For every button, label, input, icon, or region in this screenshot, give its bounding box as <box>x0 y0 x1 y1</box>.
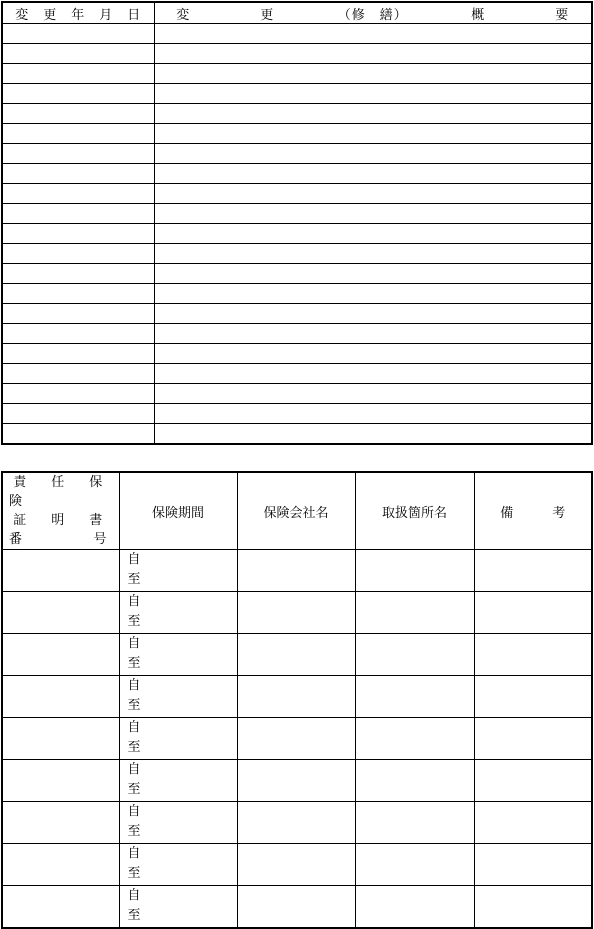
header-certificate-number <box>2 472 128 550</box>
change-date-cell[interactable] <box>2 244 154 264</box>
insurance-period-cell[interactable] <box>119 886 237 929</box>
history-header-row <box>2 2 592 24</box>
insurance-company-cell[interactable] <box>237 550 355 592</box>
insurance-company-cell[interactable] <box>237 802 355 844</box>
history-row <box>2 224 592 244</box>
certificate-number-cell[interactable] <box>2 676 119 718</box>
change-summary-cell[interactable] <box>154 204 592 224</box>
period-from-label: 自 <box>127 636 141 651</box>
change-summary-cell[interactable] <box>154 124 592 144</box>
insurance-period-cell[interactable] <box>119 718 237 760</box>
history-row <box>2 284 592 304</box>
change-summary-cell[interactable] <box>154 244 592 264</box>
period-from-label: 自 <box>127 846 141 861</box>
change-date-cell[interactable] <box>2 424 154 445</box>
period-to-label: 至 <box>127 782 141 797</box>
period-to-label: 至 <box>127 698 141 713</box>
period-from-label: 自 <box>127 720 141 735</box>
insurance-period-cell[interactable] <box>119 634 237 676</box>
change-date-cell[interactable] <box>2 44 154 64</box>
change-date-cell[interactable] <box>2 384 154 404</box>
history-row <box>2 304 592 324</box>
change-summary-cell[interactable] <box>154 164 592 184</box>
header-remarks: 備 考 <box>474 472 592 550</box>
change-date-cell[interactable] <box>2 324 154 344</box>
change-summary-cell[interactable] <box>154 104 592 124</box>
remarks-cell[interactable] <box>474 802 592 844</box>
remarks-cell[interactable] <box>474 676 592 718</box>
history-row <box>2 84 592 104</box>
history-row <box>2 204 592 224</box>
change-summary-cell[interactable] <box>154 384 592 404</box>
period-from-label: 自 <box>127 762 141 777</box>
history-row <box>2 264 592 284</box>
insurance-period-cell[interactable] <box>119 550 237 592</box>
header-certificate-line2: 証 明 書 番 号 <box>9 513 128 547</box>
period-to-label: 至 <box>127 824 141 839</box>
change-summary-cell[interactable] <box>154 284 592 304</box>
remarks-cell[interactable] <box>474 844 592 886</box>
period-to-label: 至 <box>127 572 141 587</box>
history-row <box>2 384 592 404</box>
header-change-date: 変 更 年 月 日 <box>2 2 154 24</box>
change-summary-cell[interactable] <box>154 404 592 424</box>
insurance-period-cell[interactable] <box>119 676 237 718</box>
change-summary-cell[interactable] <box>154 64 592 84</box>
handling-office-cell[interactable] <box>355 592 474 634</box>
period-to-label: 至 <box>127 740 141 755</box>
period-from-label: 自 <box>127 804 141 819</box>
certificate-number-cell[interactable] <box>2 592 119 634</box>
change-date-cell[interactable] <box>2 84 154 104</box>
remarks-cell[interactable] <box>474 592 592 634</box>
change-summary-cell[interactable] <box>154 304 592 324</box>
insurance-period-cell[interactable] <box>119 802 237 844</box>
insurance-header-row <box>2 472 592 550</box>
certificate-number-cell[interactable] <box>2 802 119 844</box>
handling-office-cell[interactable] <box>355 676 474 718</box>
remarks-cell[interactable] <box>474 550 592 592</box>
history-row <box>2 24 592 44</box>
insurance-company-cell[interactable] <box>237 676 355 718</box>
handling-office-cell[interactable] <box>355 718 474 760</box>
change-summary-cell[interactable] <box>154 264 592 284</box>
remarks-cell[interactable] <box>474 634 592 676</box>
history-row <box>2 424 592 445</box>
remarks-cell[interactable] <box>474 760 592 802</box>
header-handling-office: 取扱箇所名 <box>355 472 474 550</box>
period-to-label: 至 <box>127 866 141 881</box>
header-insurance-company: 保険会社名 <box>237 472 355 550</box>
insurance-period-cell[interactable] <box>119 592 237 634</box>
header-insurance-period: 保険期間 <box>119 472 237 550</box>
change-summary-cell[interactable] <box>154 144 592 164</box>
change-date-cell[interactable] <box>2 224 154 244</box>
history-table <box>1 1 593 445</box>
certificate-number-cell[interactable] <box>2 886 119 929</box>
insurance-row <box>2 550 592 592</box>
change-date-cell[interactable] <box>2 64 154 84</box>
insurance-row <box>2 676 592 718</box>
history-row <box>2 404 592 424</box>
insurance-row <box>2 844 592 886</box>
insurance-row <box>2 592 592 634</box>
remarks-cell[interactable] <box>474 886 592 929</box>
change-summary-cell[interactable] <box>154 84 592 104</box>
change-date-cell[interactable] <box>2 24 154 44</box>
history-row <box>2 324 592 344</box>
history-row <box>2 44 592 64</box>
change-date-cell[interactable] <box>2 124 154 144</box>
history-row <box>2 244 592 264</box>
change-summary-cell[interactable] <box>154 344 592 364</box>
period-to-label: 至 <box>127 908 141 923</box>
history-row <box>2 124 592 144</box>
change-date-cell[interactable] <box>2 284 154 304</box>
handling-office-cell[interactable] <box>355 886 474 929</box>
insurance-company-cell[interactable] <box>237 718 355 760</box>
certificate-number-cell[interactable] <box>2 760 119 802</box>
change-date-cell[interactable] <box>2 344 154 364</box>
change-date-cell[interactable] <box>2 184 154 204</box>
history-row <box>2 164 592 184</box>
change-summary-cell[interactable] <box>154 44 592 64</box>
insurance-row <box>2 634 592 676</box>
change-summary-cell[interactable] <box>154 364 592 384</box>
insurance-period-cell[interactable] <box>119 844 237 886</box>
period-from-label: 自 <box>127 552 141 567</box>
history-row <box>2 64 592 84</box>
certificate-number-cell[interactable] <box>2 634 119 676</box>
insurance-row <box>2 718 592 760</box>
period-to-label: 至 <box>127 614 141 629</box>
history-row <box>2 104 592 124</box>
insurance-company-cell[interactable] <box>237 592 355 634</box>
period-from-label: 自 <box>127 594 141 609</box>
insurance-table <box>1 471 593 929</box>
header-certificate-line1: 責 任 保 険 <box>9 475 128 509</box>
handling-office-cell[interactable] <box>355 802 474 844</box>
change-date-cell[interactable] <box>2 144 154 164</box>
insurance-row <box>2 886 592 929</box>
insurance-period-cell[interactable] <box>119 760 237 802</box>
history-row <box>2 184 592 204</box>
insurance-row <box>2 760 592 802</box>
insurance-company-cell[interactable] <box>237 886 355 929</box>
history-row <box>2 344 592 364</box>
change-date-cell[interactable] <box>2 264 154 284</box>
handling-office-cell[interactable] <box>355 760 474 802</box>
handling-office-cell[interactable] <box>355 634 474 676</box>
insurance-company-cell[interactable] <box>237 760 355 802</box>
handling-office-cell[interactable] <box>355 844 474 886</box>
change-date-cell[interactable] <box>2 364 154 384</box>
certificate-number-cell[interactable] <box>2 844 119 886</box>
handling-office-cell[interactable] <box>355 550 474 592</box>
insurance-row <box>2 802 592 844</box>
history-row <box>2 144 592 164</box>
period-from-label: 自 <box>127 888 141 903</box>
period-from-label: 自 <box>127 678 141 693</box>
change-summary-cell[interactable] <box>154 224 592 244</box>
change-date-cell[interactable] <box>2 164 154 184</box>
history-row <box>2 364 592 384</box>
insurance-company-cell[interactable] <box>237 844 355 886</box>
certificate-number-cell[interactable] <box>2 718 119 760</box>
change-date-cell[interactable] <box>2 104 154 124</box>
remarks-cell[interactable] <box>474 718 592 760</box>
change-summary-cell[interactable] <box>154 184 592 204</box>
header-change-summary: 変 更 （修 繕） 概 要 <box>154 2 592 24</box>
insurance-company-cell[interactable] <box>237 634 355 676</box>
change-date-cell[interactable] <box>2 204 154 224</box>
period-to-label: 至 <box>127 656 141 671</box>
change-summary-cell[interactable] <box>154 324 592 344</box>
change-summary-cell[interactable] <box>154 424 592 445</box>
change-date-cell[interactable] <box>2 404 154 424</box>
change-summary-cell[interactable] <box>154 24 592 44</box>
change-date-cell[interactable] <box>2 304 154 324</box>
certificate-number-cell[interactable] <box>2 550 119 592</box>
